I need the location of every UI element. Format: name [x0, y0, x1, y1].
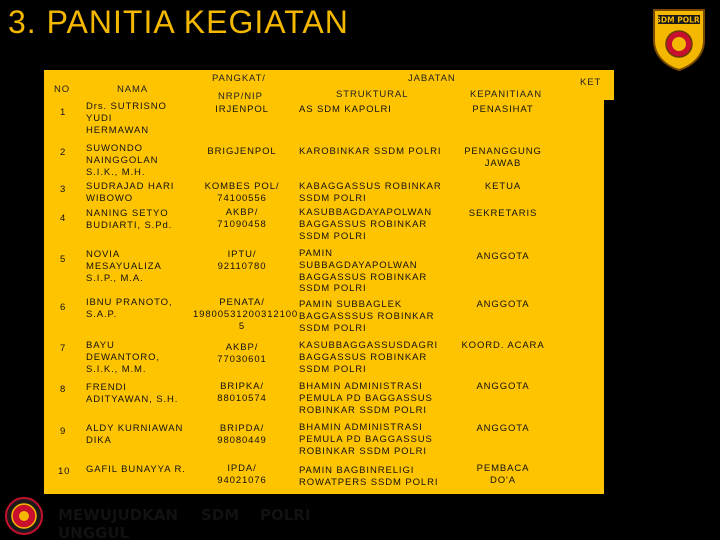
row-no: 8 — [60, 384, 67, 395]
sdm-polri-logo — [648, 6, 710, 72]
row-pangkat: AKBP/ 77030601 — [217, 342, 267, 365]
row-kepanitiaan: KETUA — [484, 181, 522, 192]
header-nama: NAMA — [117, 84, 149, 95]
row-no: 1 — [60, 107, 67, 118]
header-kepanitiaan: KEPANITIAAN — [470, 89, 543, 100]
row-no: 2 — [60, 147, 67, 158]
row-nama: SUDRAJAD HARI WIBOWO — [86, 181, 175, 204]
row-no: 5 — [60, 254, 67, 265]
row-struktural: KAROBINKAR SSDM POLRI — [299, 146, 442, 157]
row-nama: NANING SETYO BUDIARTI, S.Pd. — [86, 208, 173, 231]
row-pangkat: PENATA/ 19800531200312100 5 — [193, 297, 299, 332]
row-pangkat: KOMBES POL/ 74100556 — [204, 181, 280, 204]
row-struktural: KASUBBAGDAYAPOLWAN BAGGASSUS ROBINKAR SSDM POLRI — [299, 207, 433, 242]
row-struktural: KABAGGASSUS ROBINKAR SSDM POLRI — [299, 181, 442, 204]
row-no: 6 — [60, 302, 67, 313]
row-pangkat: IPTU/ 92110780 — [217, 249, 267, 272]
row-no: 9 — [60, 426, 67, 437]
row-no: 10 — [58, 466, 71, 477]
header-struktural: STRUKTURAL — [336, 89, 409, 100]
row-nama: NOVIA MESAYUALIZA S.I.P., M.A. — [86, 249, 162, 284]
row-pangkat: BRIGJENPOL — [207, 146, 277, 157]
row-struktural: PAMIN SUBBAGDAYAPOLWAN BAGGASSUS ROBINKAR SSDM POLRI — [299, 248, 428, 295]
row-kepanitiaan: SEKRETARIS — [468, 208, 538, 219]
footer-left-text: MEWUJUDKAN UNGGUL — [58, 506, 178, 540]
row-kepanitiaan: PEMBACA DO'A — [476, 463, 530, 486]
row-nama: IBNU PRANOTO, S.A.P. — [86, 297, 173, 320]
row-struktural: BHAMIN ADMINISTRASI PEMULA PD BAGGASSUS ROBINKAR SSDM POLRI — [299, 381, 433, 416]
row-no: 3 — [60, 184, 67, 195]
row-pangkat: IPDA/ 94021076 — [217, 463, 267, 486]
row-pangkat: BRIPDA/ 98080449 — [217, 423, 267, 446]
row-kepanitiaan: ANGGOTA — [476, 423, 530, 434]
slide-title: 3. PANITIA KEGIATAN — [8, 4, 349, 40]
header-jabatan: JABATAN — [408, 73, 456, 84]
row-no: 7 — [60, 343, 67, 354]
row-kepanitiaan: PENASIHAT — [472, 104, 534, 115]
header-no: NO — [54, 84, 71, 95]
row-struktural: KASUBBAGGASSUSDAGRI BAGGASSUS ROBINKAR SSDM POLRI — [299, 340, 439, 375]
row-nama: BAYU DEWANTORO, S.I.K., M.M. — [86, 340, 160, 375]
row-pangkat: BRIPKA/ 88010574 — [217, 381, 267, 404]
logo-top-label: SDM POLRI — [655, 15, 703, 25]
row-pangkat: AKBP/ 71090458 — [217, 207, 267, 230]
row-nama: SUWONDO NAINGGOLAN S.I.K., M.H. — [86, 143, 159, 178]
row-struktural: PAMIN BAGBINRELIGI ROWATPERS SSDM POLRI — [299, 465, 439, 488]
footer-right-text: POLRI — [260, 506, 311, 524]
header-pangkat: PANGKAT/ — [212, 73, 266, 84]
row-nama: Drs. SUTRISNO YUDI HERMAWAN — [86, 101, 167, 136]
header-nrp: NRP/NIP — [218, 91, 263, 102]
row-struktural: PAMIN SUBBAGLEK BAGGASSSUS ROBINKAR SSDM POLRI — [299, 299, 435, 334]
row-nama: ALDY KURNIAWAN DIKA — [86, 423, 184, 446]
row-no: 4 — [60, 213, 67, 224]
footer-middle-text: SDM — [201, 506, 240, 524]
row-kepanitiaan: ANGGOTA — [476, 381, 530, 392]
polri-emblem-icon — [4, 494, 44, 538]
row-nama: GAFIL BUNAYYA R. — [86, 464, 186, 475]
row-nama: FRENDI ADITYAWAN, S.H. — [86, 382, 179, 405]
row-kepanitiaan: PENANGGUNG JAWAB — [464, 146, 542, 169]
row-pangkat: IRJENPOL — [215, 104, 269, 115]
row-kepanitiaan: ANGGOTA — [476, 299, 530, 310]
row-kepanitiaan: KOORD. ACARA — [461, 340, 545, 351]
header-ket: KET — [580, 77, 602, 88]
row-struktural: BHAMIN ADMINISTRASI PEMULA PD BAGGASSUS ROBINKAR SSDM POLRI — [299, 422, 433, 457]
row-struktural: AS SDM KAPOLRI — [299, 104, 392, 115]
row-kepanitiaan: ANGGOTA — [476, 251, 530, 262]
